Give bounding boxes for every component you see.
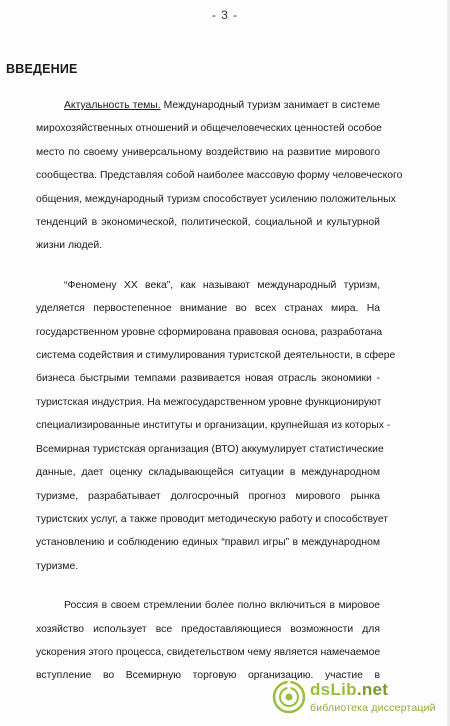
- section-heading: ВВЕДЕНИЕ: [6, 62, 78, 76]
- text-line: туристских услуг, а также проводит методическую работу и способствует: [36, 513, 389, 525]
- text-line: тенденций в экономической, политической, социальной и культурной: [36, 217, 380, 229]
- text-line: бизнеса быстрыми темпами развивается новая отрасль экономики -: [36, 373, 380, 385]
- text-line: хозяйство использует все предоставляющиеся возможности для: [36, 623, 380, 635]
- paragraph-phenomenon: [36, 274, 396, 578]
- text-line: мирохозяйственных отношений и общечеловеческих ценностей особое: [36, 123, 382, 135]
- dslib-watermark: [272, 680, 442, 718]
- text-line: вступление во Всемирную торговую организацию. участие в: [36, 670, 380, 682]
- text-line: данные, дает оценку складывающейся ситуации в международном: [36, 467, 380, 479]
- text-line: Актуальность темы. Международный туризм занимает в системе: [64, 100, 381, 111]
- text-line: туризме.: [36, 560, 79, 572]
- text-line: Всемирная туристская организация (ВТО) аккумулирует статистические: [36, 443, 384, 455]
- document-body: [36, 94, 403, 704]
- text-line: ускорения этого процесса, свидетельством чему является намечаемое: [36, 646, 381, 658]
- text-line: жизни людей.: [36, 240, 103, 252]
- relevance-lead: Актуальность темы.: [64, 100, 161, 111]
- text-line: система содействия и стимулирования туристской деятельности, в сфере: [36, 350, 396, 362]
- watermark-subtitle: библиотека диссертаций: [310, 702, 436, 714]
- text-line: “Феномену XX века”, как называют международный туризм,: [64, 279, 380, 291]
- text-line: место по своему универсальному воздействию на развитие мирового: [36, 146, 380, 158]
- text-line: уделяется первостепенное внимание во всех странах мира. На: [36, 303, 380, 315]
- page-number: - 3 -: [211, 8, 239, 22]
- text-line: сообщества. Представляя собой наиболее массовую форму человеческого: [36, 170, 403, 182]
- text-line: Россия в своем стремлении более полно включиться в мировое: [64, 600, 380, 612]
- text-line: общения, международный туризм способствует усилению положительных: [36, 193, 396, 205]
- paragraph-russia: [36, 594, 380, 688]
- text-line: специализированные институты и организации, крупнейшая из которых -: [36, 420, 391, 432]
- text-line: туризме, разрабатывает долгосрочный прогноз мирового рынка: [36, 490, 380, 502]
- dslib-logo-icon: [272, 680, 306, 714]
- text-line: установлению и соблюдению единых “правил игры” в международном: [36, 537, 380, 549]
- text-line: государственном уровне сформирована правовая основа, разработана: [36, 326, 383, 338]
- text-line: туристская индустрия. На межгосударственном уровне функционируют: [36, 396, 382, 408]
- paragraph-relevance: [36, 94, 403, 258]
- watermark-brand: dsLib.net: [310, 680, 389, 699]
